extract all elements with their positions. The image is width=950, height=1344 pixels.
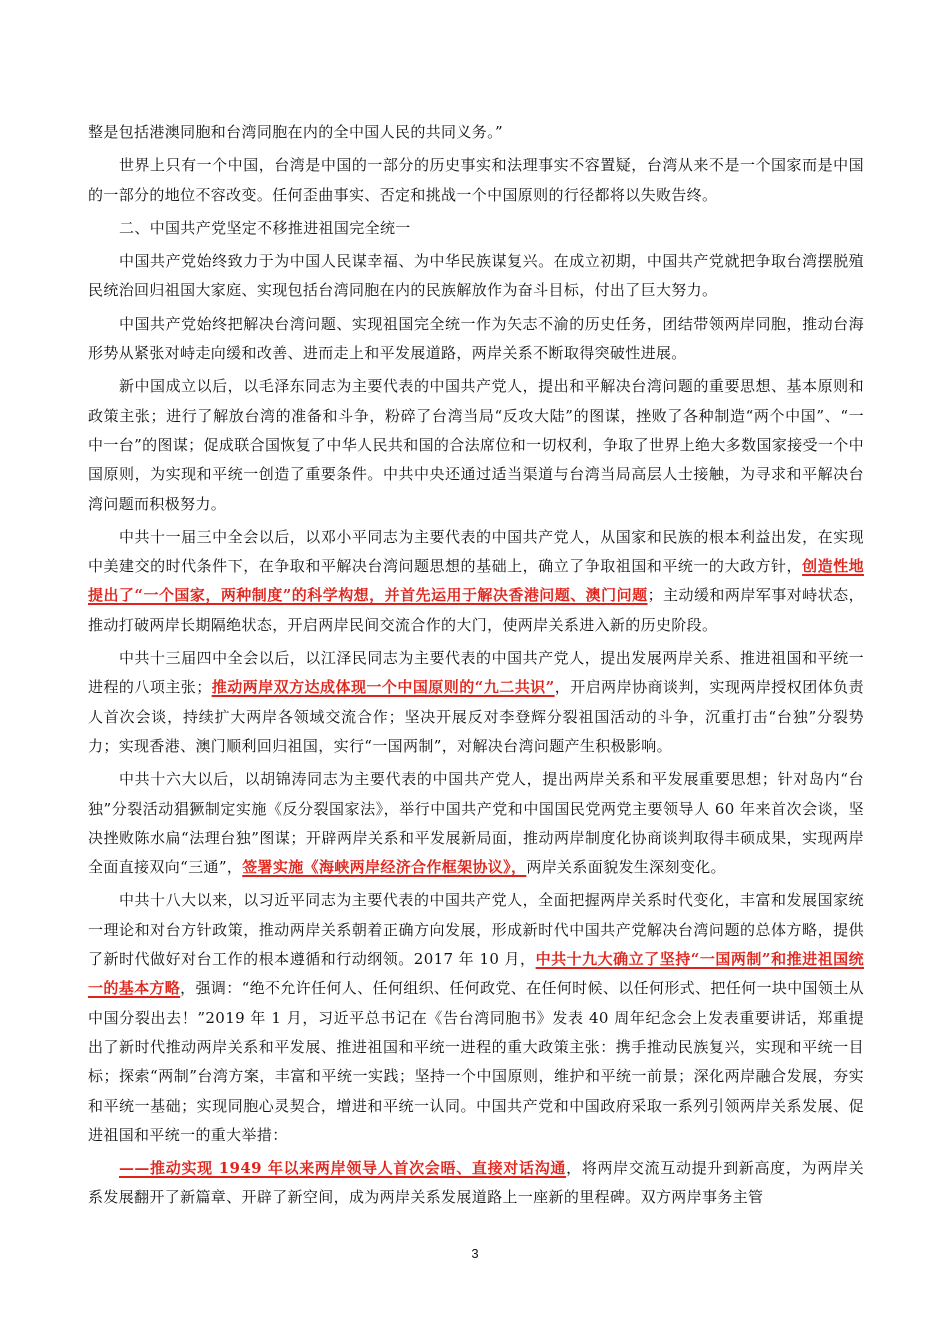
highlighted-text: 创造性地提出了“一个国家，两种制度”的科学构想，并首先运用于解决香港问题、澳门问题	[88, 557, 864, 605]
paragraph: 世界上只有一个中国，台湾是中国的一部分的历史事实和法理事实不容置疑，台湾从来不是一个国家而是中国的一部分的地位不容改变。任何歪曲事实、否定和挑战一个中国原则的行径都将以失败告终。	[88, 156, 864, 204]
text-run: 中共十一届三中全会以后，以邓小平同志为主要代表的中国共产党人，从国家和民族的根本利益出发，在实现中美建交的时代条件下，在争取和平解决台湾问题思想的基础上，确立了争取祖国和平统一的大政方针，	[88, 527, 864, 576]
highlighted-text: 推动两岸双方达成体现一个中国原则的“九二共识”	[211, 678, 555, 697]
paragraph: 中国共产党始终致力于为中国人民谋幸福、为中华民族谋复兴。在成立初期，中国共产党就把争取台湾摆脱殖民统治回归祖国大家庭、实现包括台湾同胞在内的民族解放作为奋斗目标，付出了巨大努力。	[88, 252, 864, 300]
highlighted-text: 签署实施《海峡两岸经济合作框架协议》，	[242, 858, 527, 877]
page-number: 3	[471, 1246, 479, 1261]
highlighted-text: 中共十九大确立了坚持“一国两制”和推进祖国统一的基本方略	[88, 950, 864, 998]
text-run: ，开启两岸协商谈判，实现两岸授权团体负责人首次会谈，持续扩大两岸各领域交流合作；坚决开展反对李登辉分裂祖国活动的斗争，沉重打击“台独”分裂势力；实现香港、澳门顺利回归祖国，实行“一国两制”，对解决台湾问题产生积极影响。	[88, 678, 864, 755]
text-run: 两岸关系面貌发生深刻变化。	[526, 858, 726, 877]
highlighted-text: ——推动实现 1949 年以来两岸领导人首次会晤、直接对话沟通	[119, 1159, 567, 1178]
text-run: 中共十六大以后，以胡锦涛同志为主要代表的中国共产党人，提出两岸关系和平发展重要思想；针对岛内“台独”分裂活动猖獗制定实施《反分裂国家法》，举行中国共产党和中国国民党两党主要领导人 60 年来首次会谈，坚决挫败陈水扁“法理台独”图谋；开辟两岸关系和平发展新局面，推动两岸制度化协商谈判取得丰硕成果，实现两岸全面直接双向“三通”，	[88, 770, 864, 877]
paragraph	[88, 1154, 864, 1213]
text-run: 中共十三届四中全会以后，以江泽民同志为主要代表的中国共产党人，提出发展两岸关系、推进祖国和平统一进程的八项主张；	[88, 649, 864, 697]
paragraph: 中国共产党始终把解决台湾问题、实现祖国完全统一作为矢志不渝的历史任务，团结带领两岸同胞，推动台海形势从紧张对峙走向缓和改善、进而走上和平发展道路，两岸关系不断取得突破性进展。	[88, 314, 864, 363]
paragraph	[88, 644, 864, 761]
paragraph: 新中国成立以后，以毛泽东同志为主要代表的中国共产党人，提出和平解决台湾问题的重要思想、基本原则和政策主张；进行了解放台湾的准备和斗争，粉碎了台湾当局“反攻大陆”的图谋，挫败了各种制造“两个中国”、“一中一台”的图谋；促成联合国恢复了中华人民共和国的合法席位和一切权利，争取了世界上绝大多数国家接受一个中国原则，为实现和平统一创造了重要条件。中共中央还通过适当渠道与台湾当局高层人士接触，为寻求和平解决台湾问题而积极努力。	[88, 377, 864, 513]
section-heading: 二、中国共产党坚定不移推进祖国完全统一	[119, 218, 411, 237]
paragraph-continuation: 整是包括港澳同胞和台湾同胞在内的全中国人民的共同义务。”	[88, 123, 503, 141]
text-run: ，将两岸交流互动提升到新高度，为两岸关系发展翻开了新篇章、开辟了新空间，成为两岸关系发展道路上一座新的里程碑。双方两岸事务主管	[88, 1159, 865, 1207]
text-run: ，强调：“绝不允许任何人、任何组织、任何政党、在任何时候、以任何形式、把任何一块中国领土从中国分裂出去！”2019 年 1 月，习近平总书记在《告台湾同胞书》发表 40 周年纪念会上发表重要讲话，郑重提出了新时代推动两岸关系和平发展、推进祖国和平统一进程的重大政策主张：携手推动民族复兴，实现和平统一目标；探索“两制”台湾方案，丰富和平统一实践；坚持一个中国原则，维护和平统一前景；深化两岸融合发展，夯实和平统一基础；实现同胞心灵契合，增进和平统一认同。中国共产党和中国政府采取一系列引领两岸关系发展、促进祖国和平统一的重大举措：	[88, 979, 864, 1144]
paragraph	[88, 886, 864, 1150]
text-run: ；主动缓和两岸军事对峙状态，推动打破两岸长期隔绝状态，开启两岸民间交流合作的大门，使两岸关系进入新的历史阶段。	[88, 586, 864, 634]
paragraph	[88, 765, 864, 882]
paragraph	[88, 523, 864, 640]
text-run: 中共十八大以来，以习近平同志为主要代表的中国共产党人，全面把握两岸关系时代变化，丰富和发展国家统一理论和对台方针政策，推动两岸关系朝着正确方向发展，形成新时代中国共产党解决台湾问题的总体方略，提供了新时代做好对台工作的根本遵循和行动纲领。2017 年 10 月，	[88, 891, 864, 969]
body-text	[88, 118, 864, 1213]
